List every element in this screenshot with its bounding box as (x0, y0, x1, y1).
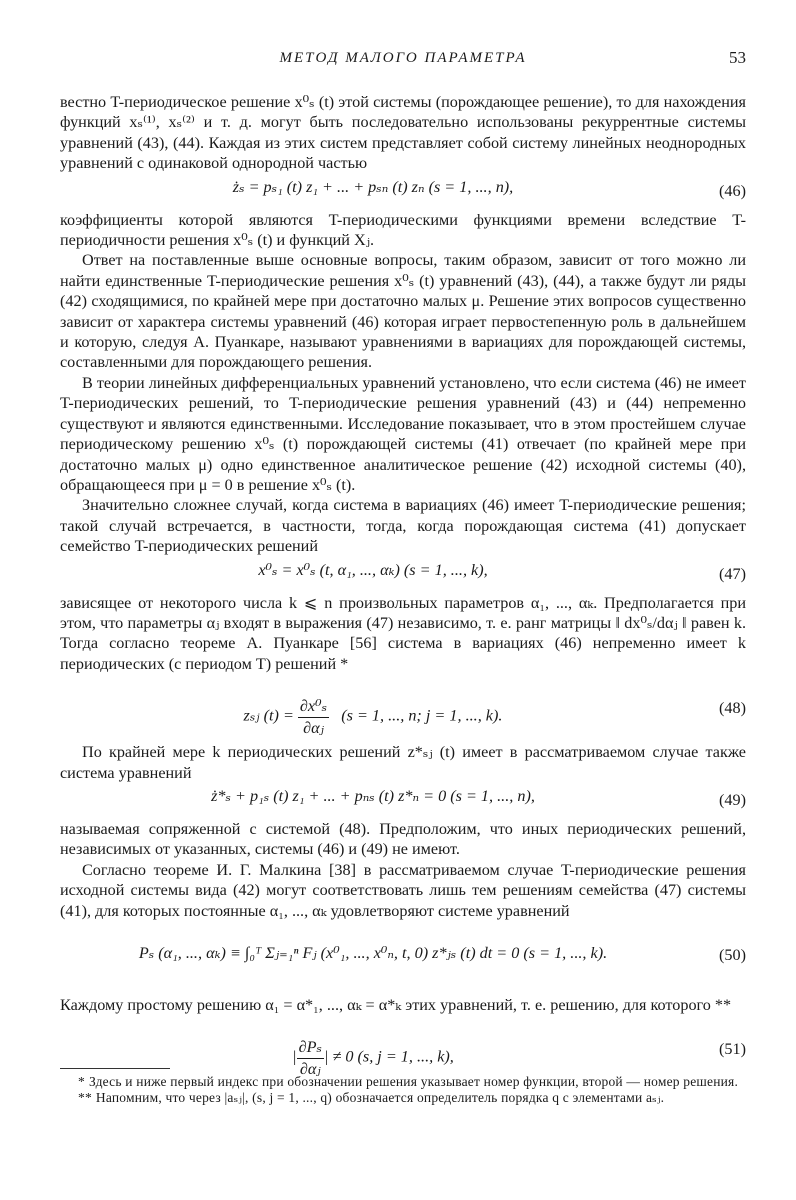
equation-48-lhs: zₛⱼ (t) = (243, 706, 294, 725)
equation-50 (60, 929, 746, 987)
paragraph-3: Ответ на поставленные выше основные вопросы, таким образом, зависит от того можно ли найти единственные T-периодические решения x⁰ₛ (t) уравнений (43), (44), а также будут ли ряды (42) сходящимися, по крайней мере при достаточно малых μ. Решение этих вопросов существенно зависит от характера системы уравнений (46) которая играет первостепенную роль в дальнейшем и которую, следуя А. Пуанкаре, называют уравнениями в вариациях для порождающей системы, составленными для порождающего решения. (60, 251, 746, 372)
footnote-divider (60, 1068, 170, 1069)
paragraph-10: Каждому простому решению α₁ = α*₁, ..., αₖ = α*ₖ этих уравнений, т. е. решению, для которого ** (60, 996, 732, 1014)
equation-48-numerator: ∂x⁰ₛ (298, 696, 329, 717)
equation-51-fraction (297, 1037, 324, 1079)
footnote-2-mark: ** (78, 1090, 92, 1105)
paragraph-5: Значительно сложнее случай, когда система в вариациях (46) имеет T-периодические решения; такой случай встречается, в частности, тогда, когда порождающая система (41) допускает семейство T-периодических решений (60, 496, 746, 556)
main-text (60, 92, 746, 1083)
equation-48-body (60, 696, 686, 738)
equation-47 (60, 560, 746, 590)
page-header (60, 48, 746, 72)
equation-51-number: (51) (719, 1040, 746, 1059)
equation-46-body: żₛ = pₛ₁ (t) z₁ + ... + pₛₙ (t) zₙ (s = 1, ..., n), (232, 177, 514, 196)
footnote-2 (60, 1090, 746, 1106)
equation-46 (60, 177, 746, 207)
footnote-1-text: Здесь и ниже первый индекс при обозначении решения указывает номер функции, второй — номер решения. (88, 1074, 739, 1089)
footnotes (60, 1074, 746, 1106)
paragraph-1: вестно T-периодическое решение x⁰ₛ (t) этой системы (порождающее решение), то для нахождения функций xₛ⁽¹⁾, xₛ⁽²⁾ и т. д. могут быть последовательно использованы рекуррентные системы уравнений (43), (44). Каждая из этих систем представляет собой систему линейных неоднородных уравнений с одинаковой однородной частью (60, 93, 746, 173)
equation-50-number: (50) (719, 946, 746, 964)
equation-51-body: | $\frac{\text{∂Pₛ}}{\text{∂αⱼ}}$ | ≠ 0 (s, j = 1, ..., k), (292, 1038, 454, 1078)
equation-51-rhs: ≠ 0 (s, j = 1, ..., k), (332, 1048, 454, 1067)
paragraph-9: Согласно теореме И. Г. Малкина [38] в рассматриваемом случае T-периодические решения исходной системы вида (42) могут соответствовать лишь тем решениям семейства (47) системы (41), для которых постоянные α₁, ..., αₖ удовлетворяют системе уравнений (60, 860, 746, 920)
footnote-1-mark: * (78, 1074, 85, 1089)
equation-48-denominator: ∂αⱼ (303, 718, 324, 737)
equation-51-numerator: ∂Pₛ (297, 1037, 324, 1058)
paragraph-4: В теории линейных дифференциальных уравнений установлено, что если система (46) не имеет T-периодических решений, то T-периодические решения уравнений (43) и (44) непременно существуют и являются единственными. Исследование показывает, что в этом простейшем случае периодическому решению x⁰ₛ (t) порождающей системы (41) отвечает (по крайней мере при достаточно малых μ) одно единственное аналитическое решение (42) исходной системы (40), обращающееся при μ = 0 в решение x⁰ₛ (t). (60, 373, 746, 494)
equation-47-number: (47) (719, 564, 746, 583)
equation-48-rhs: (s = 1, ..., n; j = 1, ..., k). (341, 706, 503, 725)
footnote-1 (60, 1074, 746, 1090)
equation-51-denominator: ∂αⱼ (299, 1059, 321, 1078)
equation-47-body: x⁰ₛ = x⁰ₛ (t, α₁, ..., αₖ) (s = 1, ..., k), (258, 560, 488, 579)
paragraph-2: коэффициенты которой являются T-периодическими функциями времени вследствие T-периодичности решения x⁰ₛ (t) и функций Xⱼ. (60, 210, 746, 250)
paragraph-6: зависящее от некоторого числа k ⩽ n произвольных параметров α₁, ..., αₖ. Предполагается при этом, что параметры αⱼ входят в выражения (47) независимо, т. е. ранг матрицы ‖ dx⁰ₛ/dαⱼ ‖ равен k. Тогда согласно теореме А. Пуанкаре [56] система в вариациях (46) непременно имеет k периодических (с периодом T) решений * (60, 593, 746, 673)
equation-48 (60, 682, 746, 737)
equation-46-number: (46) (719, 181, 746, 200)
running-title: МЕТОД МАЛОГО ПАРАМЕТРА (279, 50, 527, 66)
page-number: 53 (729, 48, 746, 67)
equation-48-number: (48) (719, 699, 746, 718)
equation-50-body: Pₛ (α₁, ..., αₖ) ≡ ∫₀ᵀ Σⱼ₌₁ⁿ Fⱼ (x⁰₁, ..., x⁰ₙ, t, 0) z*ⱼₛ (t) dt = 0 (s = 1, ..., k). (138, 944, 608, 962)
paragraph-8: называемая сопряженной с системой (48). Предположим, что иных периодических решений, независимых от указанных, системы (46) и (49) не имеют. (60, 819, 746, 859)
equation-49-number: (49) (719, 790, 746, 809)
equation-49-body: ż*ₛ + p₁ₛ (t) z₁ + ... + pₙₛ (t) z*ₙ = 0 (s = 1, ..., n), (211, 786, 535, 805)
paragraph-7: По крайней мере k периодических решений z*ₛⱼ (t) имеет в рассматриваемом случае также система уравнений (60, 743, 746, 782)
equation-48-fraction (298, 696, 329, 738)
equation-49 (60, 786, 746, 816)
footnote-2-text: Напомним, что через |aₛⱼ|, (s, j = 1, ..., q) обозначается определитель порядка q с элементами aₛⱼ. (95, 1090, 665, 1105)
